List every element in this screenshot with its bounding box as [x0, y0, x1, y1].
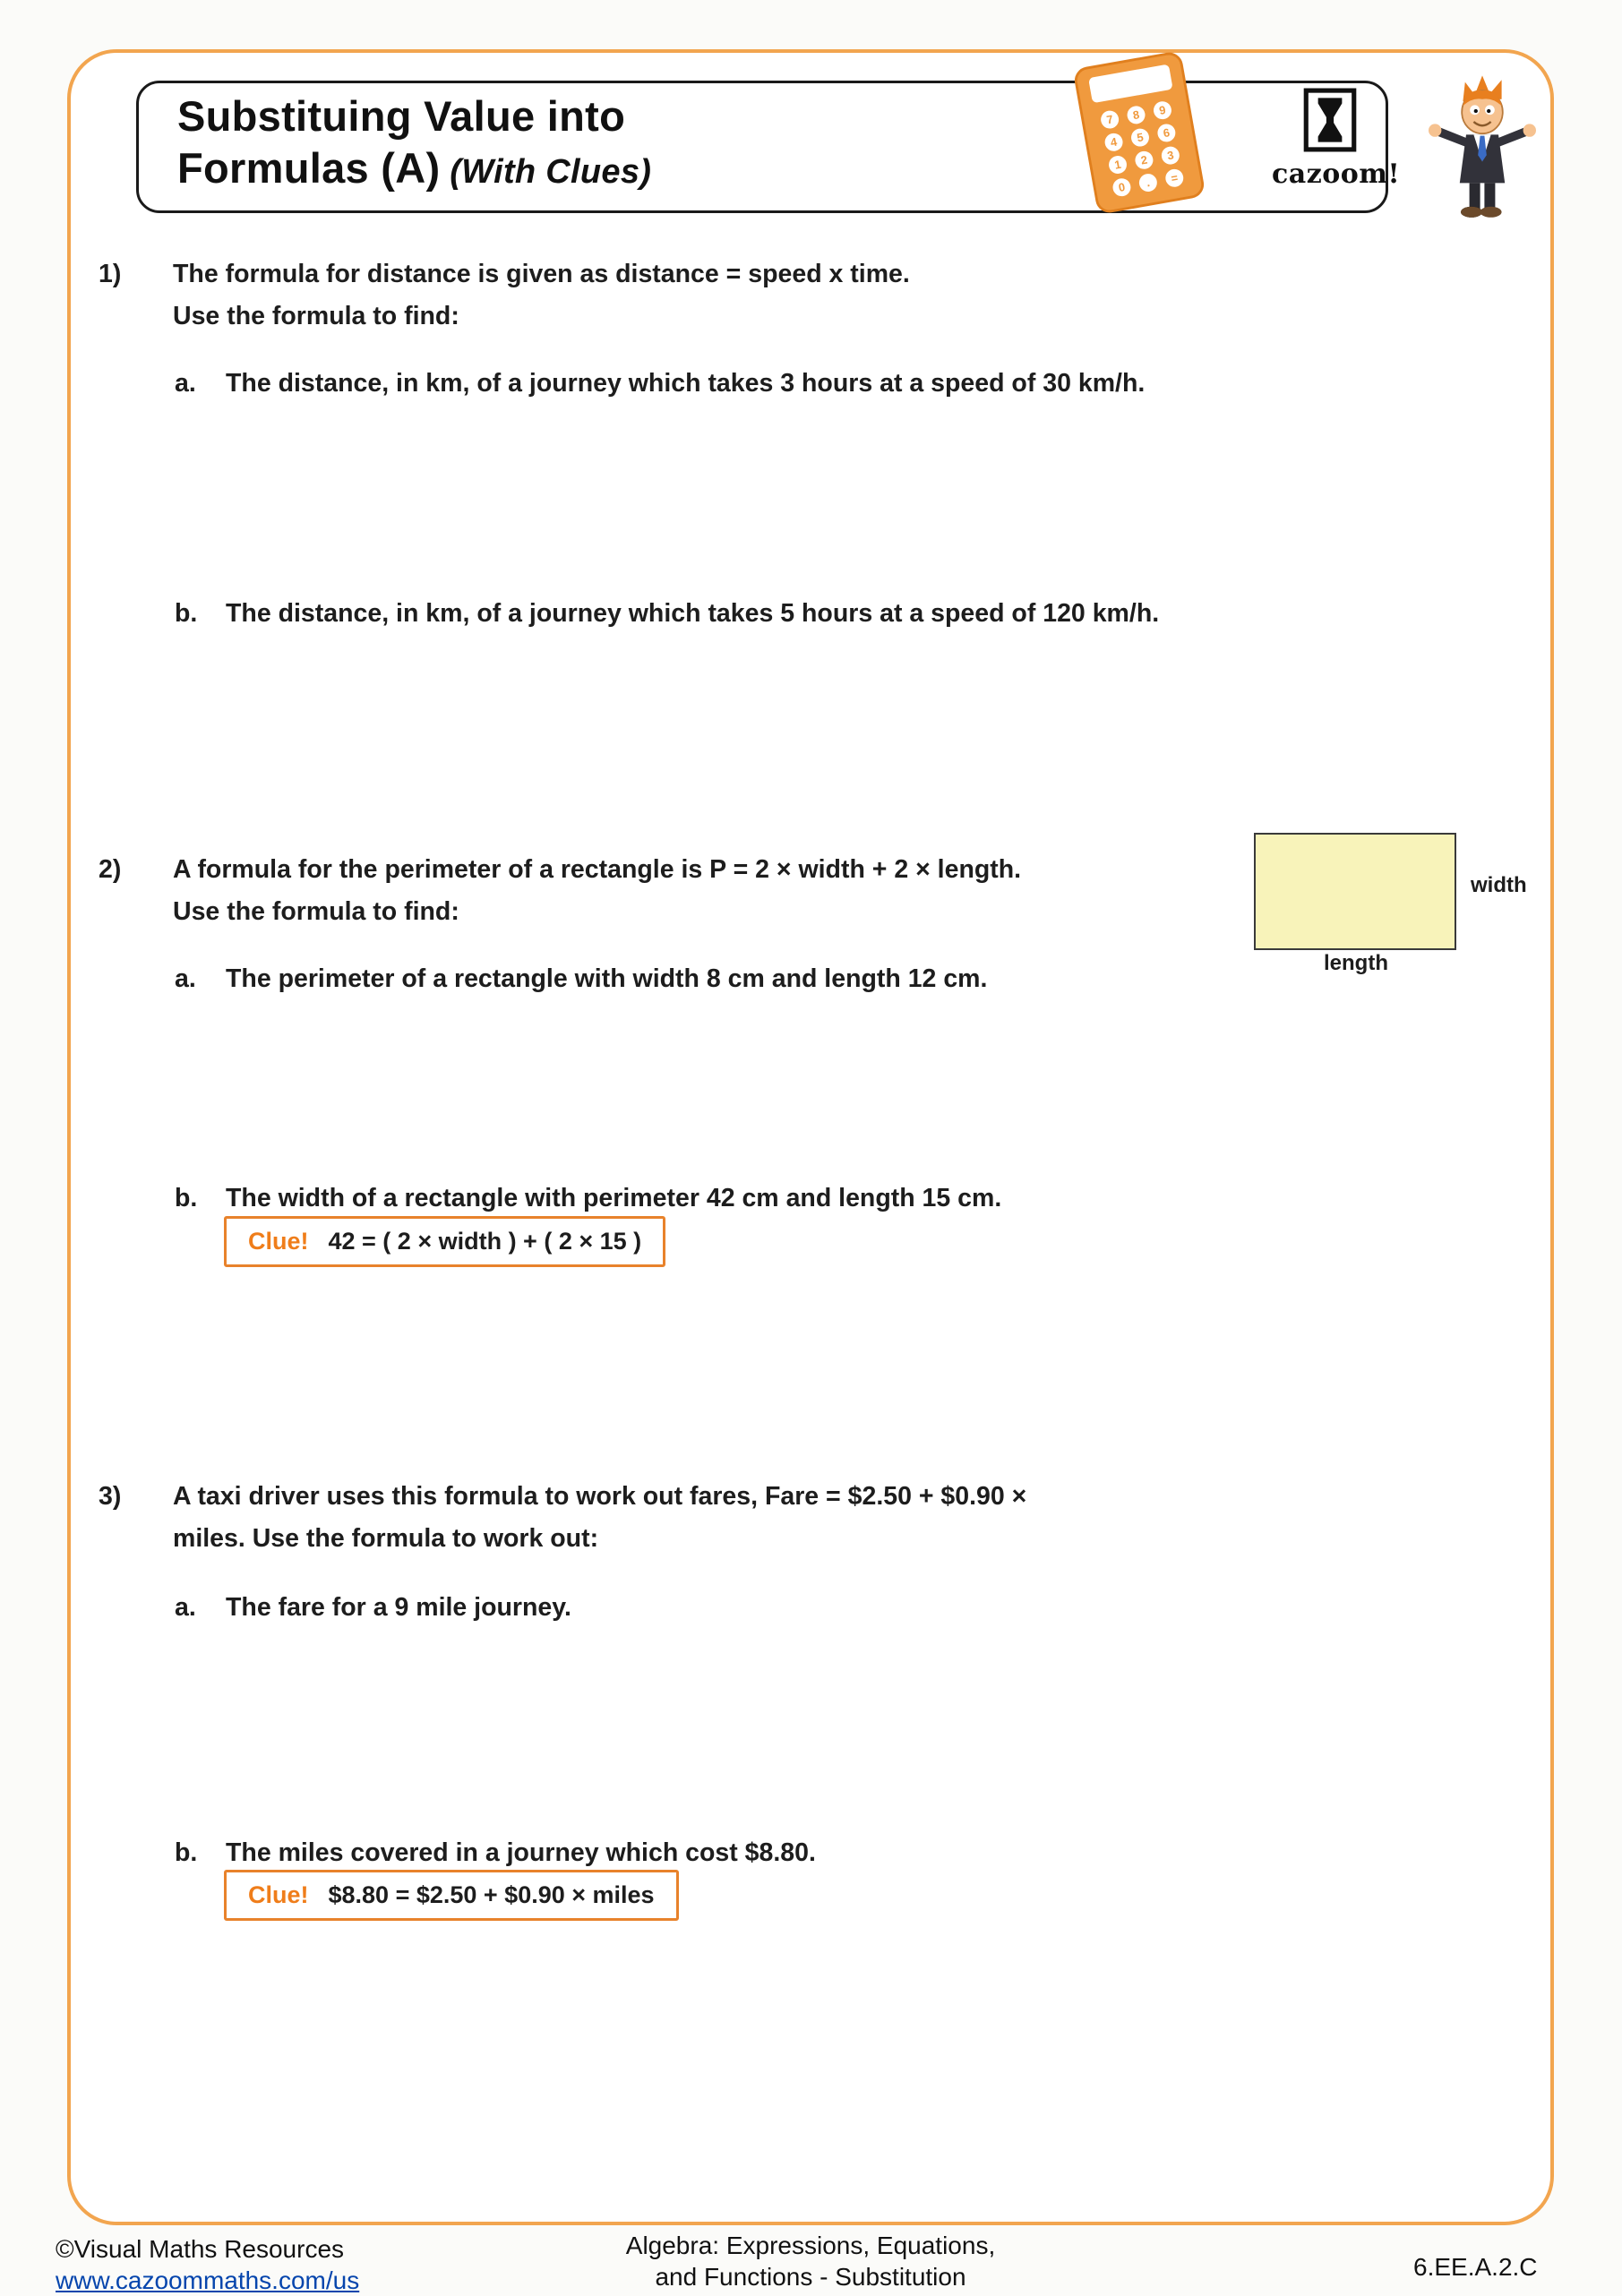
svg-text:9: 9	[1158, 102, 1167, 117]
title-line2: Formulas (A)	[177, 144, 441, 192]
svg-text:4: 4	[1109, 134, 1119, 150]
part-text: The distance, in km, of a journey which takes 3 hours at a speed of 30 km/h.	[226, 369, 1146, 398]
diagram-length-label: length	[1324, 951, 1388, 975]
question-2-part-b	[175, 1178, 1001, 1220]
svg-text:1: 1	[1113, 157, 1122, 172]
question-1-number: 1)	[99, 260, 122, 288]
question-3-intro-line2: miles. Use the formula to work out:	[173, 1524, 599, 1553]
svg-text:=: =	[1170, 170, 1180, 185]
footer-website-link[interactable]: www.cazoommaths.com/us	[56, 2266, 360, 2294]
svg-text:7: 7	[1105, 112, 1114, 127]
part-label: b.	[175, 1184, 198, 1212]
cazoom-logo	[1272, 88, 1401, 190]
part-label: b.	[175, 1838, 198, 1867]
page-title	[177, 90, 651, 198]
svg-text:8: 8	[1131, 107, 1141, 123]
question-1-part-a	[175, 363, 1145, 405]
footer-copyright-text: ©Visual Maths Resources	[56, 2235, 345, 2263]
clue-label: Clue!	[248, 1228, 309, 1255]
diagram-width-label: width	[1471, 873, 1527, 897]
hourglass-icon	[1302, 88, 1358, 152]
title-suffix: (With Clues)	[440, 153, 652, 191]
footer-topic-line1: Algebra: Expressions, Equations,	[625, 2232, 996, 2259]
clue-label: Clue!	[248, 1881, 309, 1908]
footer-topic	[573, 2230, 1048, 2292]
clue-formula: $8.80 = $2.50 + $0.90 × miles	[328, 1881, 655, 1908]
question-2-number: 2)	[99, 855, 122, 884]
svg-text:6: 6	[1162, 125, 1171, 141]
part-text: The perimeter of a rectangle with width 8 cm and length 12 cm.	[226, 964, 988, 993]
part-text: The fare for a 9 mile journey.	[226, 1593, 571, 1622]
clue-formula: 42 = ( 2 × width ) + ( 2 × 15 )	[328, 1228, 642, 1255]
logo-wordmark: cazoom!	[1272, 158, 1401, 190]
part-label: a.	[175, 1593, 196, 1622]
footer-topic-line2: and Functions - Substitution	[655, 2263, 966, 2291]
question-3-intro	[173, 1476, 1026, 1560]
question-2-clue-box	[224, 1216, 665, 1267]
rectangle-diagram	[1254, 833, 1456, 950]
question-1-intro-line2: Use the formula to find:	[173, 302, 459, 330]
part-text: The width of a rectangle with perimeter 42 cm and length 15 cm.	[226, 1184, 1002, 1212]
question-3-part-a	[175, 1587, 571, 1629]
question-1-intro	[173, 253, 910, 338]
svg-text:5: 5	[1136, 130, 1145, 145]
question-3-number: 3)	[99, 1482, 122, 1511]
title-line1: Substituing Value into	[177, 92, 626, 140]
part-text: The distance, in km, of a journey which takes 5 hours at a speed of 120 km/h.	[226, 599, 1160, 628]
question-2-intro-line1: A formula for the perimeter of a rectangle is P = 2 × width + 2 × length.	[173, 855, 1022, 884]
part-label: a.	[175, 369, 196, 398]
question-3-part-b	[175, 1832, 816, 1874]
question-2-intro	[173, 849, 1021, 933]
question-3-intro-line1: A taxi driver uses this formula to work out fares, Fare = $2.50 + $0.90 ×	[173, 1482, 1027, 1511]
footer-copyright	[56, 2233, 359, 2296]
question-3-clue-box	[224, 1870, 679, 1921]
question-1-intro-line1: The formula for distance is given as distance = speed x time.	[173, 260, 910, 288]
svg-text:0: 0	[1117, 179, 1127, 194]
svg-text:.: .	[1145, 176, 1151, 190]
footer-standard-code: 6.EE.A.2.C	[1413, 2253, 1538, 2281]
part-text: The miles covered in a journey which cost $8.80.	[226, 1838, 816, 1867]
question-1-part-b	[175, 593, 1159, 635]
svg-text:3: 3	[1165, 148, 1175, 163]
svg-text:2: 2	[1139, 152, 1149, 167]
part-label: a.	[175, 964, 196, 993]
character-illustration	[1415, 73, 1549, 224]
question-2-intro-line2: Use the formula to find:	[173, 897, 459, 926]
question-2-part-a	[175, 958, 987, 1000]
part-label: b.	[175, 599, 198, 628]
